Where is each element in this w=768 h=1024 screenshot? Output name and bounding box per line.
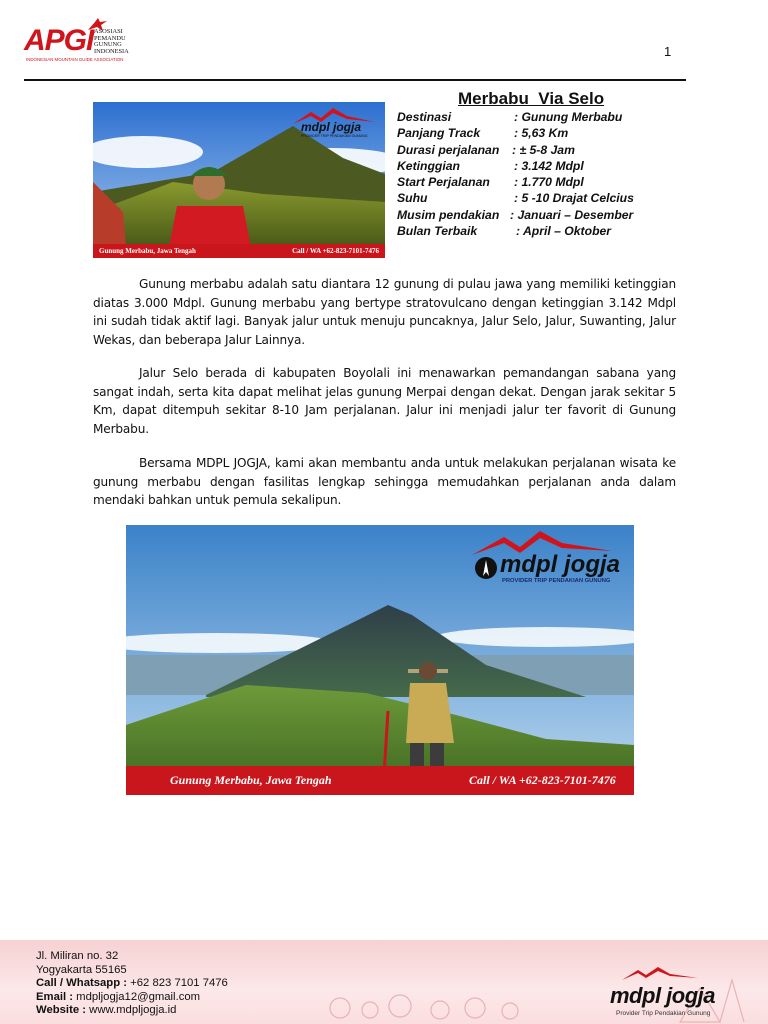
compass-icon bbox=[474, 556, 498, 580]
photo1-brand-sub: PROVIDER TRIP PENDAKIAN GUNUNG bbox=[301, 134, 368, 138]
mdpl-jogja-footer-mountain-icon bbox=[620, 966, 700, 984]
paragraph-selo-route: Jalur Selo berada di kabupaten Boyolali ini menawarkan pemandangan sabana yang sangat indah, serta kita dapat melihat jelas gunung Merpai dengan dekat. Dengan jarak sekitar 5 Km, dapat ditempuh sekitar 8-10 Jam perjalanan. Jalur ini menjadi jalur ter favorit di Gunung Merbabu. bbox=[93, 366, 676, 436]
photo1-caption-contact: Call / WA +62-823-7101-7476 bbox=[292, 247, 379, 255]
info-row: Suhu : 5 -10 Drajat Celcius bbox=[397, 191, 634, 206]
apgi-logo-tagline: INDONESIAN MOUNTAIN GUIDE ASSOCIATION bbox=[26, 57, 124, 62]
footer bbox=[0, 940, 768, 1024]
merbabu-summit-photo bbox=[126, 525, 634, 795]
photo2-caption-contact: Call / WA +62-823-7101-7476 bbox=[469, 773, 616, 787]
footer-address-line-2: Yogyakarta 55165 bbox=[36, 963, 127, 976]
info-row: Musim pendakian : Januari – Desember bbox=[397, 207, 634, 222]
trip-info-list bbox=[397, 110, 687, 240]
apgi-logo-text: APGI bbox=[24, 24, 94, 57]
footer-brand: mdpl jogja bbox=[610, 983, 715, 1008]
paragraph-mdpl-offer: Bersama MDPL JOGJA, kami akan membantu anda untuk melakukan perjalanan wisata ke gunung merbabu dengan fasilitas lengkap sehingga memudahkan perjalanan anda dalam mendaki bahkan untuk pemula sekalipun. bbox=[93, 456, 676, 507]
page-title: Merbabu Via Selo bbox=[458, 89, 605, 108]
info-row: Destinasi : Gunung Merbabu bbox=[397, 110, 623, 124]
photo2-caption-location: Gunung Merbabu, Jawa Tengah bbox=[170, 773, 332, 787]
footer-website: Website : www.mdpljogja.id bbox=[36, 1004, 177, 1016]
apgi-logo bbox=[24, 18, 152, 66]
photo2-brand: mdpl jogja bbox=[500, 551, 620, 578]
photo1-brand: mdpl jogja bbox=[301, 120, 361, 134]
info-row: Panjang Track : 5,63 Km bbox=[397, 126, 569, 141]
footer-phone: Call / Whatsapp : +62 823 7101 7476 bbox=[36, 977, 228, 989]
photo1-caption-location: Gunung Merbabu, Jawa Tengah bbox=[99, 247, 196, 255]
footer-email: Email : mdpljogja12@gmail.com bbox=[36, 990, 201, 1003]
photo2-caption-bar bbox=[126, 766, 634, 795]
photo1-caption-bar bbox=[93, 244, 385, 258]
photo2-brand-sub: PROVIDER TRIP PENDAKIAN GUNUNG bbox=[502, 578, 611, 584]
info-row: Bulan Terbaik : April – Oktober bbox=[397, 224, 612, 239]
footer-brand-sub: Provider Trip Pendakian Gunung bbox=[616, 1010, 711, 1017]
info-row: Ketinggian : 3.142 Mdpl bbox=[397, 158, 584, 173]
header-divider bbox=[24, 79, 686, 81]
page-number: 1 bbox=[664, 44, 672, 59]
info-row: Durasi perjalanan : ± 5-8 Jam bbox=[397, 142, 575, 157]
apgi-logo-subtitle: ASOSIASI PEMANDU GUNUNG INDONESIA bbox=[94, 28, 129, 55]
paragraph-intro: Gunung merbabu adalah satu diantara 12 gunung di pulau jawa yang memiliki ketinggian diatas 3.000 Mdpl. Gunung merbabu yang bertype stratovulcano dengan ketinggian 3.142 Mdpl ini sudah tidak aktif lagi. Banyak jalur untuk menuju puncaknya, Jalur Selo, Jalur, Suwanting, Jalur Wekas, dan beberapa Jalur Lainnya. bbox=[93, 277, 676, 347]
footer-contact bbox=[36, 950, 228, 1018]
footer-address-line-1: Jl. Miliran no. 32 bbox=[36, 950, 119, 962]
hiker-selfie-photo bbox=[93, 102, 385, 258]
info-row: Start Perjalanan : 1.770 Mdpl bbox=[397, 175, 584, 190]
